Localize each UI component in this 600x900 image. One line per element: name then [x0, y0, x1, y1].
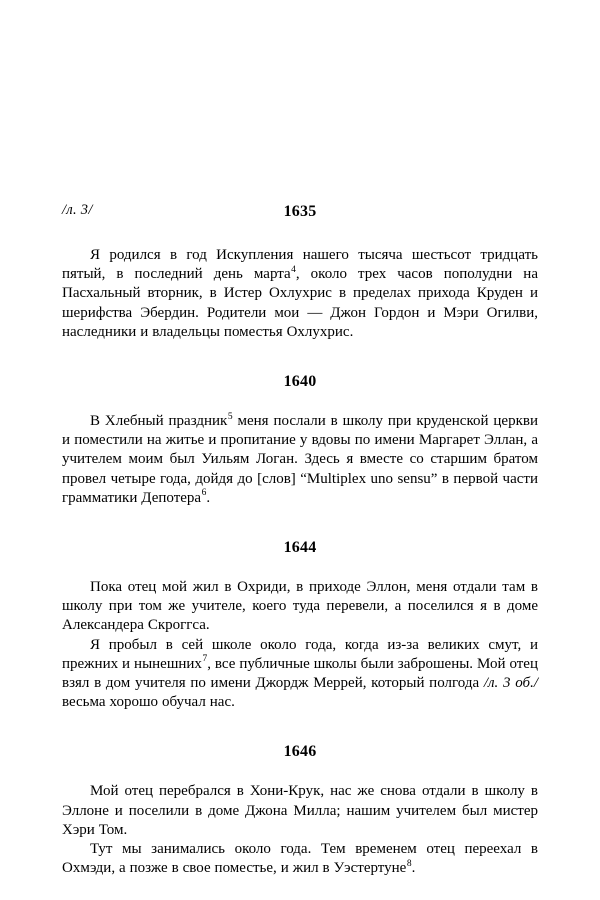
year-heading-1635: 1635: [283, 203, 317, 220]
footnote-reference: 5: [227, 411, 233, 422]
footnote-reference: 8: [406, 858, 412, 869]
folio-marker-top: /л. 3/: [62, 202, 93, 218]
footnote-reference: 7: [202, 654, 208, 665]
spacer: [62, 392, 538, 412]
entry-paragraph: Тут мы занимались около года. Тем временем отец переехал в Охмэди, а позже в свое поместье, и жил в Уэстертуне$^8$.: [62, 841, 538, 877]
year-heading-1644: 1644: [283, 539, 317, 557]
spacer: [62, 762, 538, 782]
spacer: [62, 342, 538, 372]
entry-paragraph: Я родился в год Искупления нашего тысяча шестьсот тридцать пятый, в последний день марта$^4$, около трех часов пополудни на Пасхальный вторник, в Истер Охлухрис в пределах прихода Круден и шерифства Эбердин. Родители мои — Джон Гордон и Мэри Огилви, наследники и владельцы поместья Охлухрис.: [62, 247, 538, 340]
entry-paragraph: Я пробыл в сей школе около года, когда из-за великих смут, и прежних и нынешних$^7$, все публичные школы были заброшены. Мой отец взял в дом учителя по имени Джордж Меррей, который полгода /л. 3 об./ весьма хорошо обучал нас.: [62, 636, 538, 711]
spacer: [62, 712, 538, 742]
entry-paragraph: Мой отец перебрался в Хони-Крук, нас же снова отдали в школу в Эллоне и поселили в доме Джона Милла; нашим учителем был мистер Хэри Том.: [62, 783, 538, 838]
year-heading-1640: 1640: [283, 373, 317, 391]
entry-paragraph: В Хлебный праздник$^5$ меня послали в школу при круденской церкви и поместили на житье и пропитание у вдовы по имени Маргарет Эллан, а учителем моим был Уильям Логан. Здесь я вместе со старшим братом провел четыре года, дойдя до [слов] “Multiplex uno sensu” в первой части грамматики Депотера$^6$.: [62, 411, 538, 506]
entry-paragraph: Пока отец мой жил в Охриди, в приходе Эллон, меня отдали там в школу при том же учителе, коего туда перевели, а поселился я в доме Александера Скроггса.: [62, 579, 538, 634]
year-heading-1646: 1646: [283, 743, 317, 761]
folio-marker-inline: /л. 3 об./: [483, 675, 538, 692]
footnote-reference: 4: [291, 264, 296, 275]
folio-and-year-header: [62, 202, 538, 228]
spacer: [62, 558, 538, 578]
footnote-reference: 6: [201, 488, 207, 499]
page-content: [62, 202, 538, 878]
spacer: [62, 228, 538, 246]
spacer: [62, 508, 538, 538]
